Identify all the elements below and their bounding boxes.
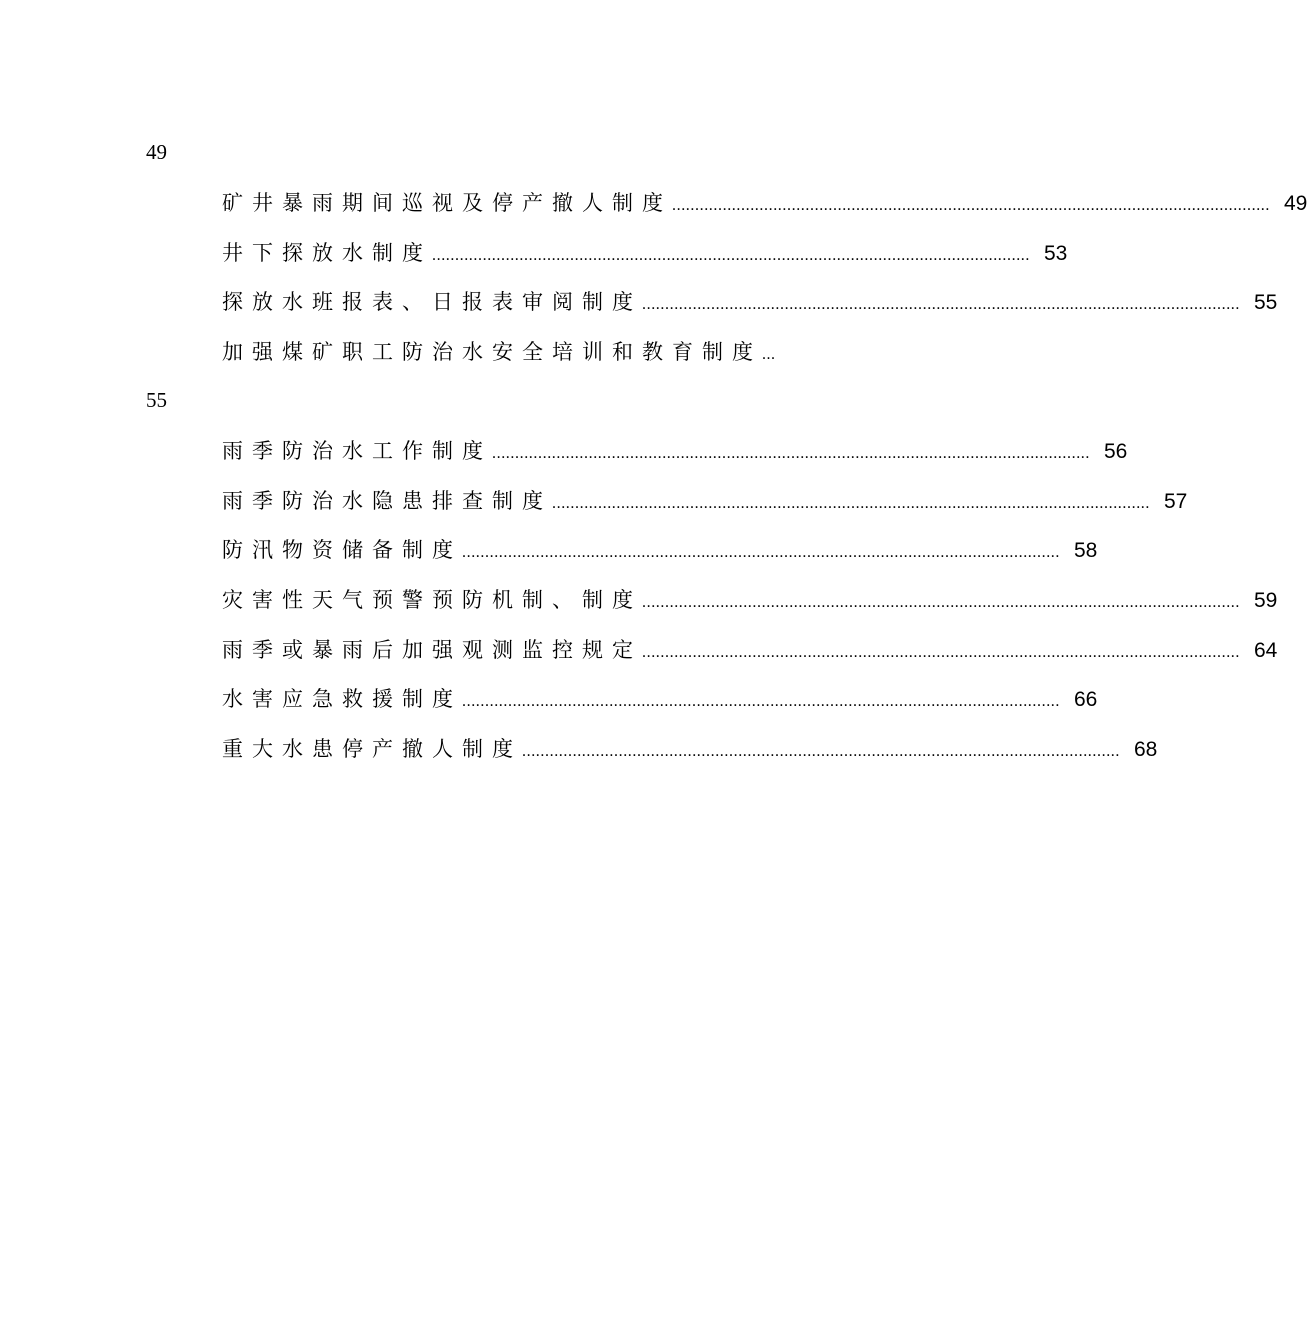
toc-entry[interactable]: [222, 733, 1158, 763]
dot-leader: ...: [762, 346, 776, 363]
toc-entry-title: 防汛物资储备制度: [222, 538, 462, 562]
toc-entry-page: 66: [1074, 688, 1098, 711]
dot-leader: ..................................................................................................................................: [432, 247, 1030, 264]
toc-entry[interactable]: [222, 634, 1278, 664]
dot-leader: ..................................................................................................................................: [492, 445, 1090, 462]
toc-entry-page: 56: [1104, 440, 1128, 463]
dot-leader: ..................................................................................................................................: [642, 644, 1240, 661]
dot-leader: ..................................................................................................................................: [522, 743, 1120, 760]
toc-entry-title: 雨季或暴雨后加强观测监控规定: [222, 638, 642, 662]
dot-leader: ..................................................................................................................................: [462, 544, 1060, 561]
toc-entry[interactable]: [222, 485, 1188, 515]
toc-entry[interactable]: [222, 534, 1098, 564]
toc-entry[interactable]: [222, 683, 1098, 713]
toc-entry-title: 灾害性天气预警预防机制、制度: [222, 588, 642, 612]
toc-entry-title: 雨季防治水工作制度: [222, 439, 492, 463]
toc-entry[interactable]: [222, 584, 1278, 614]
toc-entry-title: 水害应急救援制度: [222, 687, 462, 711]
carryover-page-number: 55: [146, 388, 167, 412]
toc-entry-page: 49: [1284, 192, 1307, 215]
toc-entry-page: 58: [1074, 539, 1098, 562]
toc-entry-title: 雨季防治水隐患排查制度: [222, 489, 552, 513]
toc-entry-page: 53: [1044, 242, 1068, 265]
toc-entry-page: 57: [1164, 490, 1188, 513]
toc-entry-title: 探放水班报表、日报表审阅制度: [222, 290, 642, 314]
toc-entry[interactable]: [222, 187, 1307, 217]
toc-entry[interactable]: [222, 435, 1128, 465]
toc-entry-title: 重大水患停产撤人制度: [222, 737, 522, 761]
toc-entry-title: 矿井暴雨期间巡视及停产撤人制度: [222, 191, 672, 215]
toc-entry-page: 68: [1134, 738, 1158, 761]
toc-entry-page: 64: [1254, 639, 1278, 662]
carryover-page-number: 49: [146, 140, 167, 164]
toc-entry[interactable]: [222, 286, 1278, 316]
dot-leader: ..................................................................................................................................: [552, 495, 1150, 512]
toc-entry[interactable]: [222, 237, 1068, 267]
dot-leader: ..................................................................................................................................: [642, 594, 1240, 611]
toc-entry-page: 55: [1254, 291, 1278, 314]
toc-entry-page: 59: [1254, 589, 1278, 612]
dot-leader: ..................................................................................................................................: [462, 693, 1060, 710]
toc-entry-title: 加强煤矿职工防治水安全培训和教育制度: [222, 340, 762, 364]
toc-entry[interactable]: [222, 336, 803, 366]
dot-leader: ..................................................................................................................................: [642, 296, 1240, 313]
dot-leader: ..................................................................................................................................: [672, 197, 1270, 214]
toc-entry-title: 井下探放水制度: [222, 241, 432, 265]
